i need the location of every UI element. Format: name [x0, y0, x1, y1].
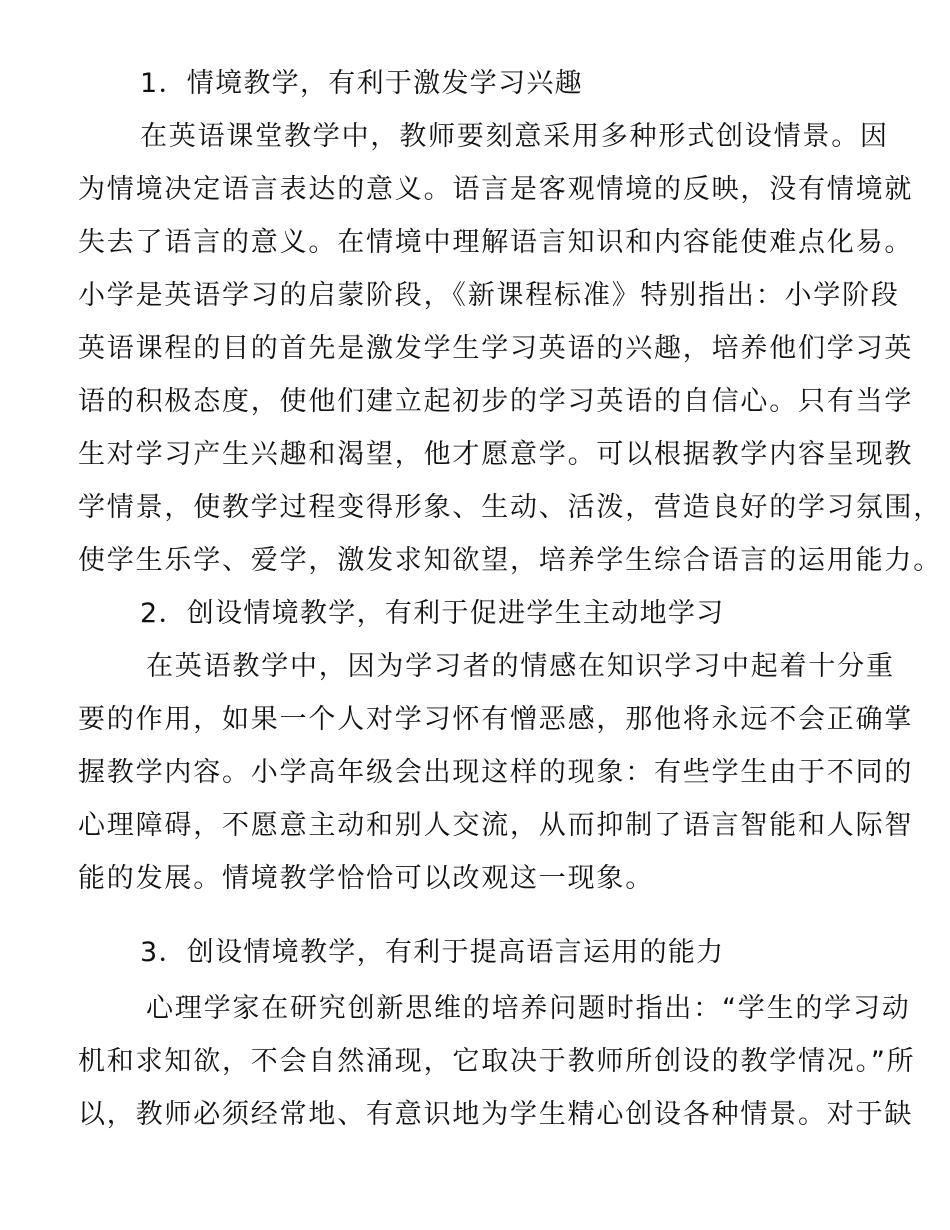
paragraph-line: 心理学家在研究创新思维的培养问题时指出：“学生的学习动: [146, 993, 911, 1024]
paragraph-line: 生对学习产生兴趣和渴望，他才愿意学。可以根据教学内容呈现教: [78, 439, 914, 470]
paragraph-line: 以，教师必须经常地、有意识地为学生精心创设各种情景。对于缺: [78, 1099, 914, 1130]
paragraph-line: 在英语课堂教学中，教师要刻意采用多种形式创设情景。因: [140, 121, 889, 152]
section-heading-3: 3．创设情境教学，有利于提高语言运用的能力: [140, 937, 725, 968]
section-heading-1: 1．情境教学，有利于激发学习兴趣: [140, 68, 583, 99]
paragraph-line: 能的发展。情境教学恰恰可以改观这一现象。: [78, 863, 654, 894]
paragraph-line: 要的作用，如果一个人对学习怀有憎恶感，那他将永远不会正确掌: [78, 704, 914, 735]
section-heading-2: 2．创设情境教学，有利于促进学生主动地学习: [140, 598, 725, 629]
paragraph-line: 语的积极态度，使他们建立起初步的学习英语的自信心。只有当学: [78, 386, 914, 417]
paragraph-line: 心理障碍，不愿意主动和别人交流，从而抑制了语言智能和人际智: [78, 810, 914, 841]
paragraph-line: 机和求知欲，不会自然涌现，它取决于教师所创设的教学情况。”所: [78, 1046, 916, 1077]
paragraph-line: 为情境决定语言表达的意义。语言是客观情境的反映，没有情境就: [78, 174, 914, 205]
paragraph-line: 英语课程的目的首先是激发学生学习英语的兴趣，培养他们学习英: [78, 333, 914, 364]
paragraph-line: 失去了语言的意义。在情境中理解语言知识和内容能使难点化易。: [78, 227, 914, 258]
paragraph-line: 小学是英语学习的启蒙阶段，《新课程标准》特别指出：小学阶段: [78, 280, 900, 311]
paragraph-line: 在英语教学中，因为学习者的情感在知识学习中起着十分重: [146, 651, 895, 682]
paragraph-line: 使学生乐学、爱学，激发求知欲望，培养学生综合语言的运用能力。: [78, 545, 942, 576]
paragraph-line: 握教学内容。小学高年级会出现这样的现象：有些学生由于不同的: [78, 757, 914, 788]
paragraph-line: 学情景，使教学过程变得形象、生动、活泼，营造良好的学习氛围，: [78, 492, 942, 523]
